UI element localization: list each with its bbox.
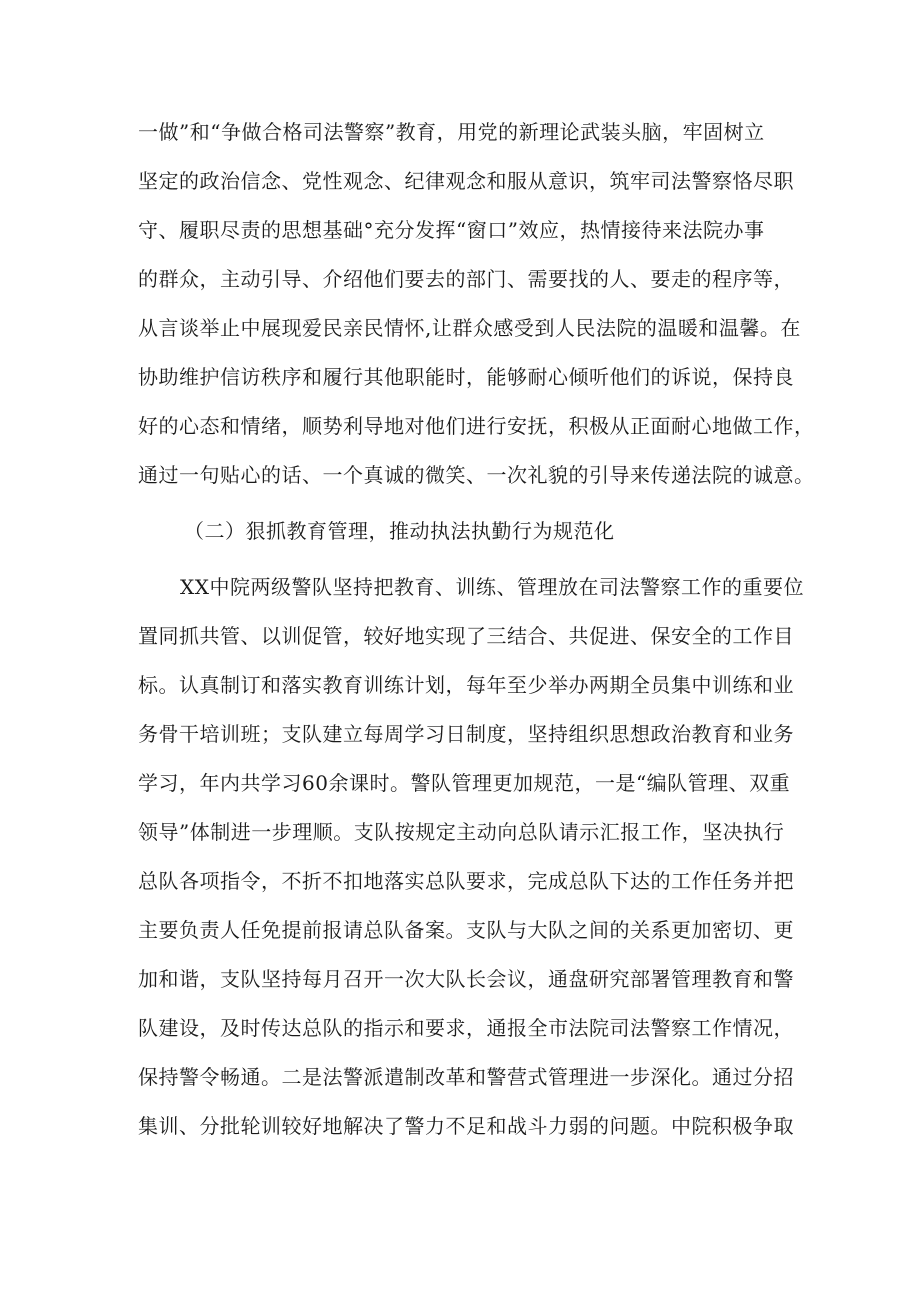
paragraph-2-line-3: 标。认真制订和落实教育训练计划，每年至少举办两期全员集中训练和业 [138, 673, 794, 697]
paragraph-2-line-7: 总队各项指令，不折不扣地落实总队要求，完成总队下达的工作任务并把 [138, 869, 794, 893]
paragraph-1-line-2: 坚定的政治信念、党性观念、纪律观念和服从意识，筑牢司法警察恪尽职 [138, 169, 794, 193]
paragraph-1-line-8: 通过一句贴心的话、一个真诚的微笑、一次礼貌的引导来传递法院的诚意。 [138, 463, 815, 487]
paragraph-1-line-6: 协助维护信访秩序和履行其他职能时，能够耐心倾听他们的诉说，保持良 [138, 365, 794, 389]
section-heading: （二）狠抓教育管理，推动执法执勤行为规范化 [184, 519, 615, 543]
paragraph-2-line-6: 领导”体制进一步理顺。支队按规定主动向总队请示汇报工作，坚决执行 [138, 820, 785, 844]
paragraph-2-line-11: 保持警令畅通。二是法警派遣制改革和警营式管理进一步深化。通过分招 [138, 1065, 794, 1089]
paragraph-2-line-9: 加和谐，支队坚持每月召开一次大队长会议，通盘研究部署管理教育和警 [138, 967, 794, 991]
paragraph-2-line-8: 主要负责人任免提前报请总队备案。支队与大队之间的关系更加密切、更 [138, 918, 794, 942]
paragraph-2-line-12: 集训、分批轮训较好地解决了警力不足和战斗力弱的问题。中院积极争取 [138, 1114, 794, 1138]
paragraph-2-line-2: 置同抓共管、以训促管，较好地实现了三结合、共促进、保安全的工作目 [138, 624, 794, 648]
paragraph-1-line-4: 的群众，主动引导、介绍他们要去的部门、需要找的人、要走的程序等， [138, 267, 794, 291]
paragraph-2-line-1: XX中院两级警队坚持把教育、训练、管理放在司法警察工作的重要位 [180, 575, 804, 599]
paragraph-2-line-5: 学习，年内共学习60余课时。警队管理更加规范，一是“编队管理、双重 [138, 771, 791, 795]
paragraph-1-line-1: 一做”和“争做合格司法警察”教育，用党的新理论武装头脑，牢固树立 [138, 120, 765, 144]
paragraph-1-line-5: 从言谈举止中展现爱民亲民情怀,让群众感受到人民法院的温暖和温馨。在 [138, 316, 801, 340]
paragraph-1-line-3: 守、履职尽责的思想基础°充分发挥“窗口”效应，热情接待来法院办事 [138, 218, 765, 242]
paragraph-2-line-4: 务骨干培训班；支队建立每周学习日制度，坚持组织思想政治教育和业务 [138, 722, 794, 746]
paragraph-2-line-10: 队建设，及时传达总队的指示和要求，通报全市法院司法警察工作情况， [138, 1016, 794, 1040]
paragraph-1-line-7: 好的心态和情绪，顺势利导地对他们进行安抚，积极从正面耐心地做工作， [138, 414, 815, 438]
